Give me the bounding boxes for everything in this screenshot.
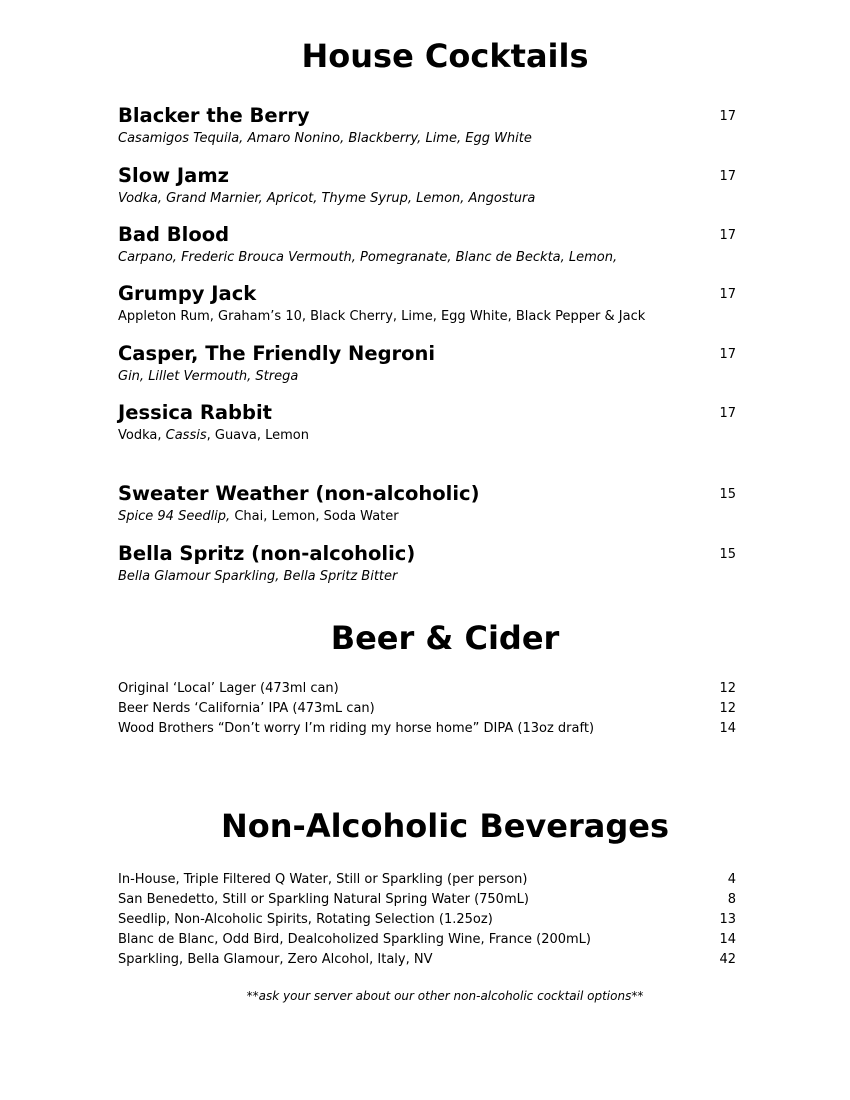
item-name: In-House, Triple Filtered Q Water, Still or Sparkling (per person)	[118, 872, 528, 887]
list-item	[118, 870, 736, 890]
description-text-italic: Cassis	[165, 428, 207, 443]
cocktail-name: Grumpy Jack	[118, 282, 257, 305]
non-alcoholic-list	[118, 870, 736, 970]
cocktail-item	[118, 104, 736, 147]
item-price: 14	[719, 932, 736, 947]
item-name: Blanc de Blanc, Odd Bird, Dealcoholized Sparkling Wine, France (200mL)	[118, 932, 591, 947]
cocktail-description: Carpano, Frederic Brouca Vermouth, Pomegranate, Blanc de Beckta, Lemon,	[118, 250, 618, 265]
cocktail-item	[118, 401, 736, 444]
cocktail-description: Gin, Lillet Vermouth, Strega	[118, 369, 299, 384]
cocktail-item	[118, 282, 736, 325]
cocktail-name: Casper, The Friendly Negroni	[118, 342, 436, 365]
item-name: Wood Brothers “Don’t worry I’m riding my horse home” DIPA (13oz draft)	[118, 721, 595, 736]
cocktail-item	[118, 482, 736, 525]
cocktail-name: Jessica Rabbit	[118, 401, 272, 424]
list-item	[118, 890, 736, 910]
description-text: Vodka,	[118, 428, 166, 443]
cocktail-price: 17	[719, 406, 736, 421]
beer-cider-list	[118, 679, 736, 739]
cocktail-description	[118, 509, 736, 525]
cocktail-price: 17	[719, 169, 736, 184]
cocktail-name: Sweater Weather (non-alcoholic)	[118, 482, 480, 505]
item-price: 4	[727, 872, 736, 887]
item-name: Original ‘Local’ Lager (473ml can)	[118, 681, 339, 696]
section-title-house-cocktails: House Cocktails	[301, 37, 589, 75]
cocktail-name: Slow Jamz	[118, 164, 230, 187]
cocktail-description: Vodka, Grand Marnier, Apricot, Thyme Syrup, Lemon, Angostura	[118, 191, 536, 206]
item-price: 42	[719, 952, 736, 967]
cocktail-price: 15	[719, 487, 736, 502]
list-item	[118, 699, 736, 719]
item-price: 13	[719, 912, 736, 927]
cocktail-item	[118, 164, 736, 207]
description-text-italic: Spice 94 Seedlip,	[118, 509, 231, 524]
list-item	[118, 930, 736, 950]
cocktail-name: Bad Blood	[118, 223, 230, 246]
cocktail-price: 17	[719, 228, 736, 243]
item-price: 12	[719, 681, 736, 696]
item-name: Seedlip, Non-Alcoholic Spirits, Rotating Selection (1.25oz)	[118, 912, 493, 927]
cocktail-item	[118, 342, 736, 385]
item-price: 12	[719, 701, 736, 716]
list-item	[118, 679, 736, 699]
item-price: 8	[727, 892, 736, 907]
cocktail-name: Blacker the Berry	[118, 104, 310, 127]
footnote: **ask your server about our other non-alcoholic cocktail options**	[246, 989, 644, 1003]
cocktail-name: Bella Spritz (non-alcoholic)	[118, 542, 416, 565]
description-text: , Guava, Lemon	[206, 428, 309, 443]
cocktail-price: 17	[719, 109, 736, 124]
item-name: Beer Nerds ‘California’ IPA (473mL can)	[118, 701, 375, 716]
item-name: San Benedetto, Still or Sparkling Natural Spring Water (750mL)	[118, 892, 529, 907]
list-item	[118, 910, 736, 930]
cocktail-item	[118, 223, 736, 266]
cocktail-description: Casamigos Tequila, Amaro Nonino, Blackberry, Lime, Egg White	[118, 131, 532, 146]
cocktail-price: 17	[719, 347, 736, 362]
description-text: Chai, Lemon, Soda Water	[230, 509, 399, 524]
list-item	[118, 719, 736, 739]
item-name: Sparkling, Bella Glamour, Zero Alcohol, Italy, NV	[118, 952, 433, 967]
item-price: 14	[719, 721, 736, 736]
section-title-beer-cider: Beer & Cider	[330, 619, 560, 657]
cocktail-description: Appleton Rum, Graham’s 10, Black Cherry, Lime, Egg White, Black Pepper & Jack	[118, 309, 646, 324]
cocktail-price: 17	[719, 287, 736, 302]
cocktail-description	[118, 428, 736, 444]
section-title-non-alcoholic: Non-Alcoholic Beverages	[220, 807, 669, 845]
cocktail-item	[118, 542, 736, 585]
cocktail-price: 15	[719, 547, 736, 562]
list-item	[118, 950, 736, 970]
cocktail-description: Bella Glamour Sparkling, Bella Spritz Bitter	[118, 569, 398, 584]
